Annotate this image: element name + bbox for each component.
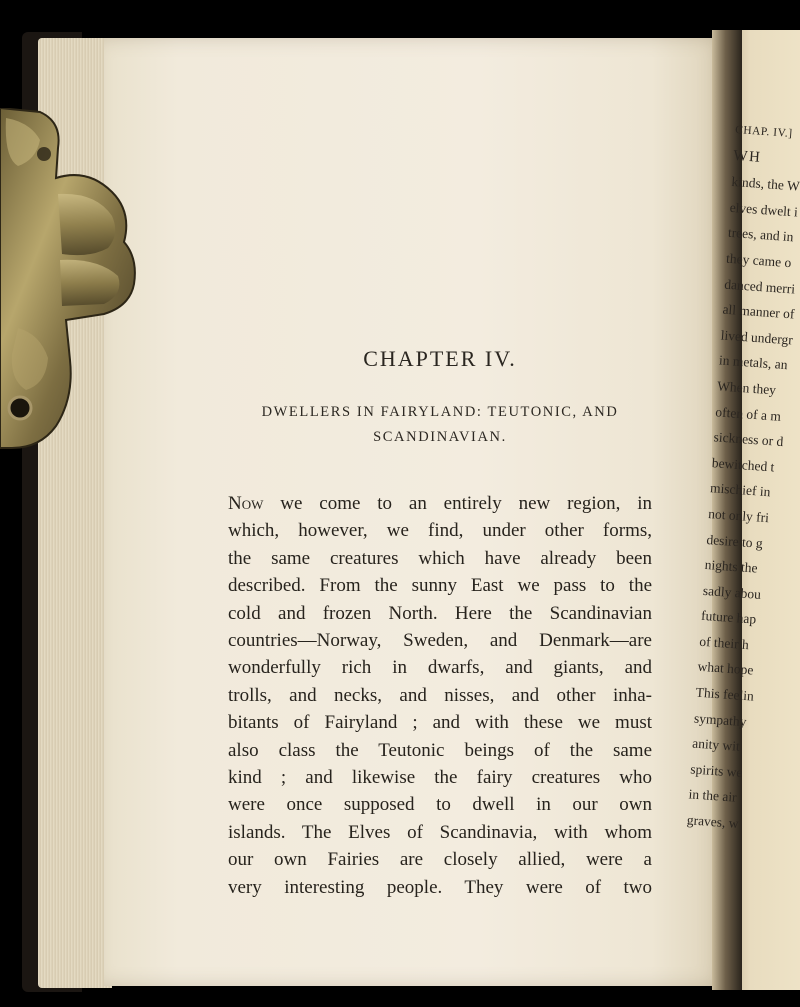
right-line: all manner of — [722, 301, 795, 322]
body-line: our own Fairies are closely allied, were a — [228, 849, 652, 871]
chapter-title: CHAPTER IV. — [363, 346, 517, 371]
right-header-small: CHAP. IV.] — [734, 123, 793, 140]
body-line: described. From the sunny East we pass to the — [228, 575, 652, 597]
chapter-subtitle-line: DWELLERS IN FAIRYLAND: TEUTONIC, AND — [261, 404, 619, 420]
body-line: also class the Teutonic beings of the same — [228, 739, 652, 761]
right-line: trees, and in — [727, 225, 794, 245]
body-line: were once supposed to dwell in our own — [228, 794, 652, 816]
body-line: countries—Norway, Sweden, and Denmark—are — [228, 630, 652, 652]
right-line: often of a m — [714, 403, 782, 424]
body-line: which, however, we find, under other forms, — [228, 520, 652, 542]
right-line: they came o — [725, 250, 792, 271]
right-line: nights the — [704, 557, 759, 576]
right-line: spirits we — [689, 761, 744, 780]
right-line: anity wit — [691, 735, 741, 755]
brass-clasp-icon — [0, 108, 140, 453]
right-line: in the air — [688, 786, 738, 806]
body-text — [228, 490, 652, 901]
body-line: wonderfully rich in dwarfs, and giants, and — [228, 657, 652, 679]
chapter-subtitle — [216, 400, 664, 450]
right-line: sadly abou — [702, 582, 762, 602]
right-line: bewitched t — [711, 454, 775, 475]
right-line: This feelin — [695, 684, 755, 704]
chapter-subtitle-line: SCANDINAVIAN. — [373, 429, 507, 445]
right-line: sickness or d — [713, 429, 784, 450]
body-line: islands. The Elves of Scandinavia, with whom — [228, 821, 652, 843]
right-line: graves, w — [686, 812, 740, 831]
right-line: When they — [716, 378, 777, 398]
body-line: very interesting people. They were of two — [228, 876, 652, 898]
body-line: the same creatures which have already been — [228, 547, 652, 569]
right-page-header — [732, 118, 800, 175]
right-line: mischief in — [709, 480, 771, 500]
right-line: sympathy — [693, 710, 747, 729]
right-line: in metals, an — [718, 352, 789, 373]
right-line: future hap — [700, 608, 757, 627]
body-line: cold and frozen North. Here the Scandinavian — [228, 602, 652, 624]
right-line: not only fri — [707, 505, 770, 526]
body-line — [228, 490, 652, 517]
body-line: kind ; and likewise the fairy creatures who — [228, 767, 652, 789]
right-line: of their h — [698, 633, 750, 653]
body-line: trolls, and necks, and nisses, and other inha- — [228, 684, 652, 706]
right-line: elves dwelt i — [729, 199, 799, 220]
right-line: lived undergr — [720, 327, 794, 348]
first-line-text: we come to an entirely new region, in — [263, 493, 652, 514]
right-line: what hope — [697, 659, 754, 679]
body-line: bitants of Fairyland ; and with these we must — [228, 712, 652, 734]
drop-word: Now — [228, 493, 264, 514]
right-line: kinds, the W — [731, 174, 800, 194]
right-line: danced merri — [723, 276, 796, 297]
right-line: desire to g — [706, 531, 764, 551]
right-header-big: WH — [732, 147, 762, 166]
